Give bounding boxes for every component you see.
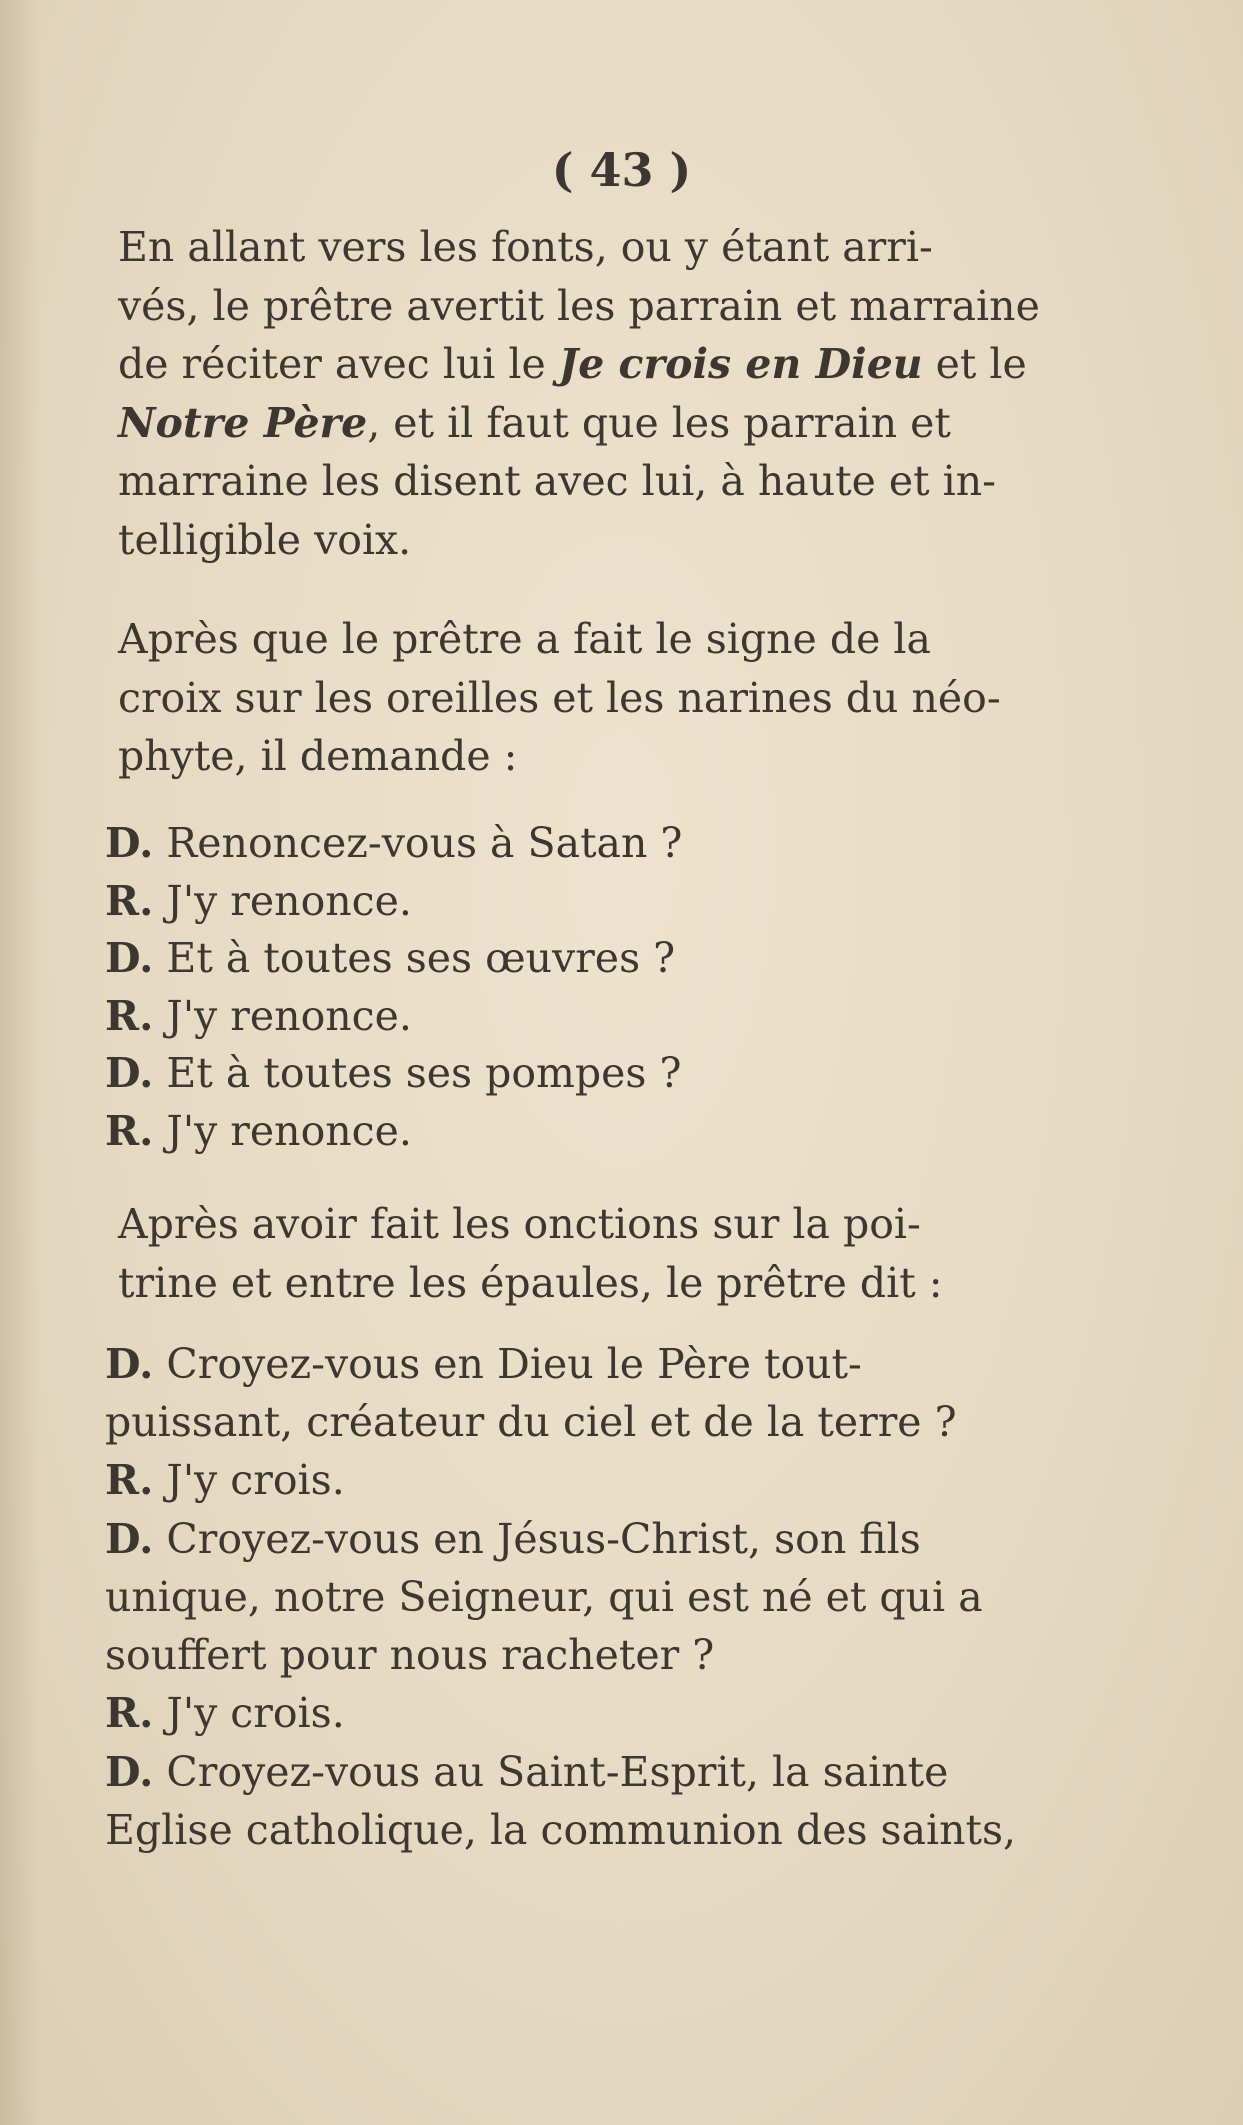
text-fragment: de réciter avec lui le <box>118 340 559 388</box>
text-line: vés, le prêtre avertit les parrain et marraine <box>118 281 1040 330</box>
dialog-line <box>105 930 1065 988</box>
dialog-line <box>105 1103 1065 1161</box>
speaker-label: D. <box>105 1049 154 1097</box>
dialog-text: Et à toutes ses pompes ? <box>166 1049 682 1097</box>
paragraph-signe-croix <box>60 610 1060 786</box>
dialog-text: J'y crois. <box>166 1456 345 1504</box>
text-line <box>60 1335 1060 1393</box>
dialog-text: Croyez-vous au Saint-Esprit, la sainte <box>166 1748 949 1796</box>
speaker-label: R. <box>105 1689 154 1737</box>
text-fragment: et le <box>922 340 1027 388</box>
dialog-text: J'y renonce. <box>166 991 412 1040</box>
paragraph-fonts <box>60 218 1060 569</box>
speaker-label: D. <box>105 819 154 867</box>
text-line <box>60 1743 1060 1801</box>
page-number: ( 43 ) <box>551 143 692 197</box>
dialog-text: Croyez-vous en Dieu le Père tout- <box>166 1340 862 1388</box>
text-line: marraine les disent avec lui, à haute et in- <box>118 457 997 505</box>
dialog-text: Et à toutes ses œuvres ? <box>166 934 676 982</box>
speaker-label: R. <box>105 876 154 925</box>
text-line: trine et entre les épaules, le prêtre dit : <box>118 1258 943 1307</box>
text-line <box>60 1510 1060 1568</box>
text-line: souffert pour nous racheter ? <box>105 1631 715 1679</box>
dialog-text: Renoncez-vous à Satan ? <box>166 819 683 867</box>
italic-phrase-pater: Notre Père <box>118 398 368 447</box>
text-line: puissant, créateur du ciel et de la terre ? <box>105 1398 957 1446</box>
creed-answer-1 <box>105 1452 1065 1510</box>
creed-question-2 <box>60 1510 1060 1684</box>
dialog-line <box>105 873 1065 931</box>
text-fragment: , et il faut que les parrain et <box>367 398 951 447</box>
speaker-label: R. <box>105 991 154 1040</box>
creed-question-3 <box>60 1743 1060 1859</box>
text-line <box>60 394 1060 453</box>
text-line: En allant vers les fonts, ou y étant arri- <box>118 223 933 271</box>
text-line: unique, notre Seigneur, qui est né et qui a <box>105 1573 983 1621</box>
speaker-label: R. <box>105 1106 154 1155</box>
speaker-label: D. <box>105 1340 154 1388</box>
text-line: croix sur les oreilles et les narines du néo- <box>118 673 1001 722</box>
speaker-label: D. <box>105 1515 154 1563</box>
dialog-text: Croyez-vous en Jésus-Christ, son fils <box>166 1515 921 1563</box>
dialog-text: J'y renonce. <box>166 1106 412 1155</box>
dialog-text: J'y renonce. <box>166 876 412 925</box>
speaker-label: D. <box>105 934 154 982</box>
renunciation-dialog <box>105 815 1065 1160</box>
creed-answer-2 <box>105 1685 1065 1743</box>
italic-phrase-credo: Je crois en Dieu <box>558 340 923 388</box>
paragraph-onctions <box>60 1195 1060 1312</box>
dialog-line <box>105 815 1065 873</box>
text-line: phyte, il demande : <box>118 732 518 780</box>
dialog-line <box>105 988 1065 1046</box>
text-line: Après avoir fait les onctions sur la poi- <box>118 1200 921 1248</box>
text-line: Après que le prêtre a fait le signe de la <box>118 615 931 663</box>
text-line: Eglise catholique, la communion des saints, <box>105 1806 1017 1854</box>
text-line: telligible voix. <box>118 515 412 564</box>
dialog-text: J'y crois. <box>166 1689 345 1737</box>
speaker-label: R. <box>105 1456 154 1504</box>
creed-question-1 <box>60 1335 1060 1451</box>
speaker-label: D. <box>105 1748 154 1796</box>
text-line <box>60 335 1060 394</box>
dialog-line <box>105 1045 1065 1103</box>
